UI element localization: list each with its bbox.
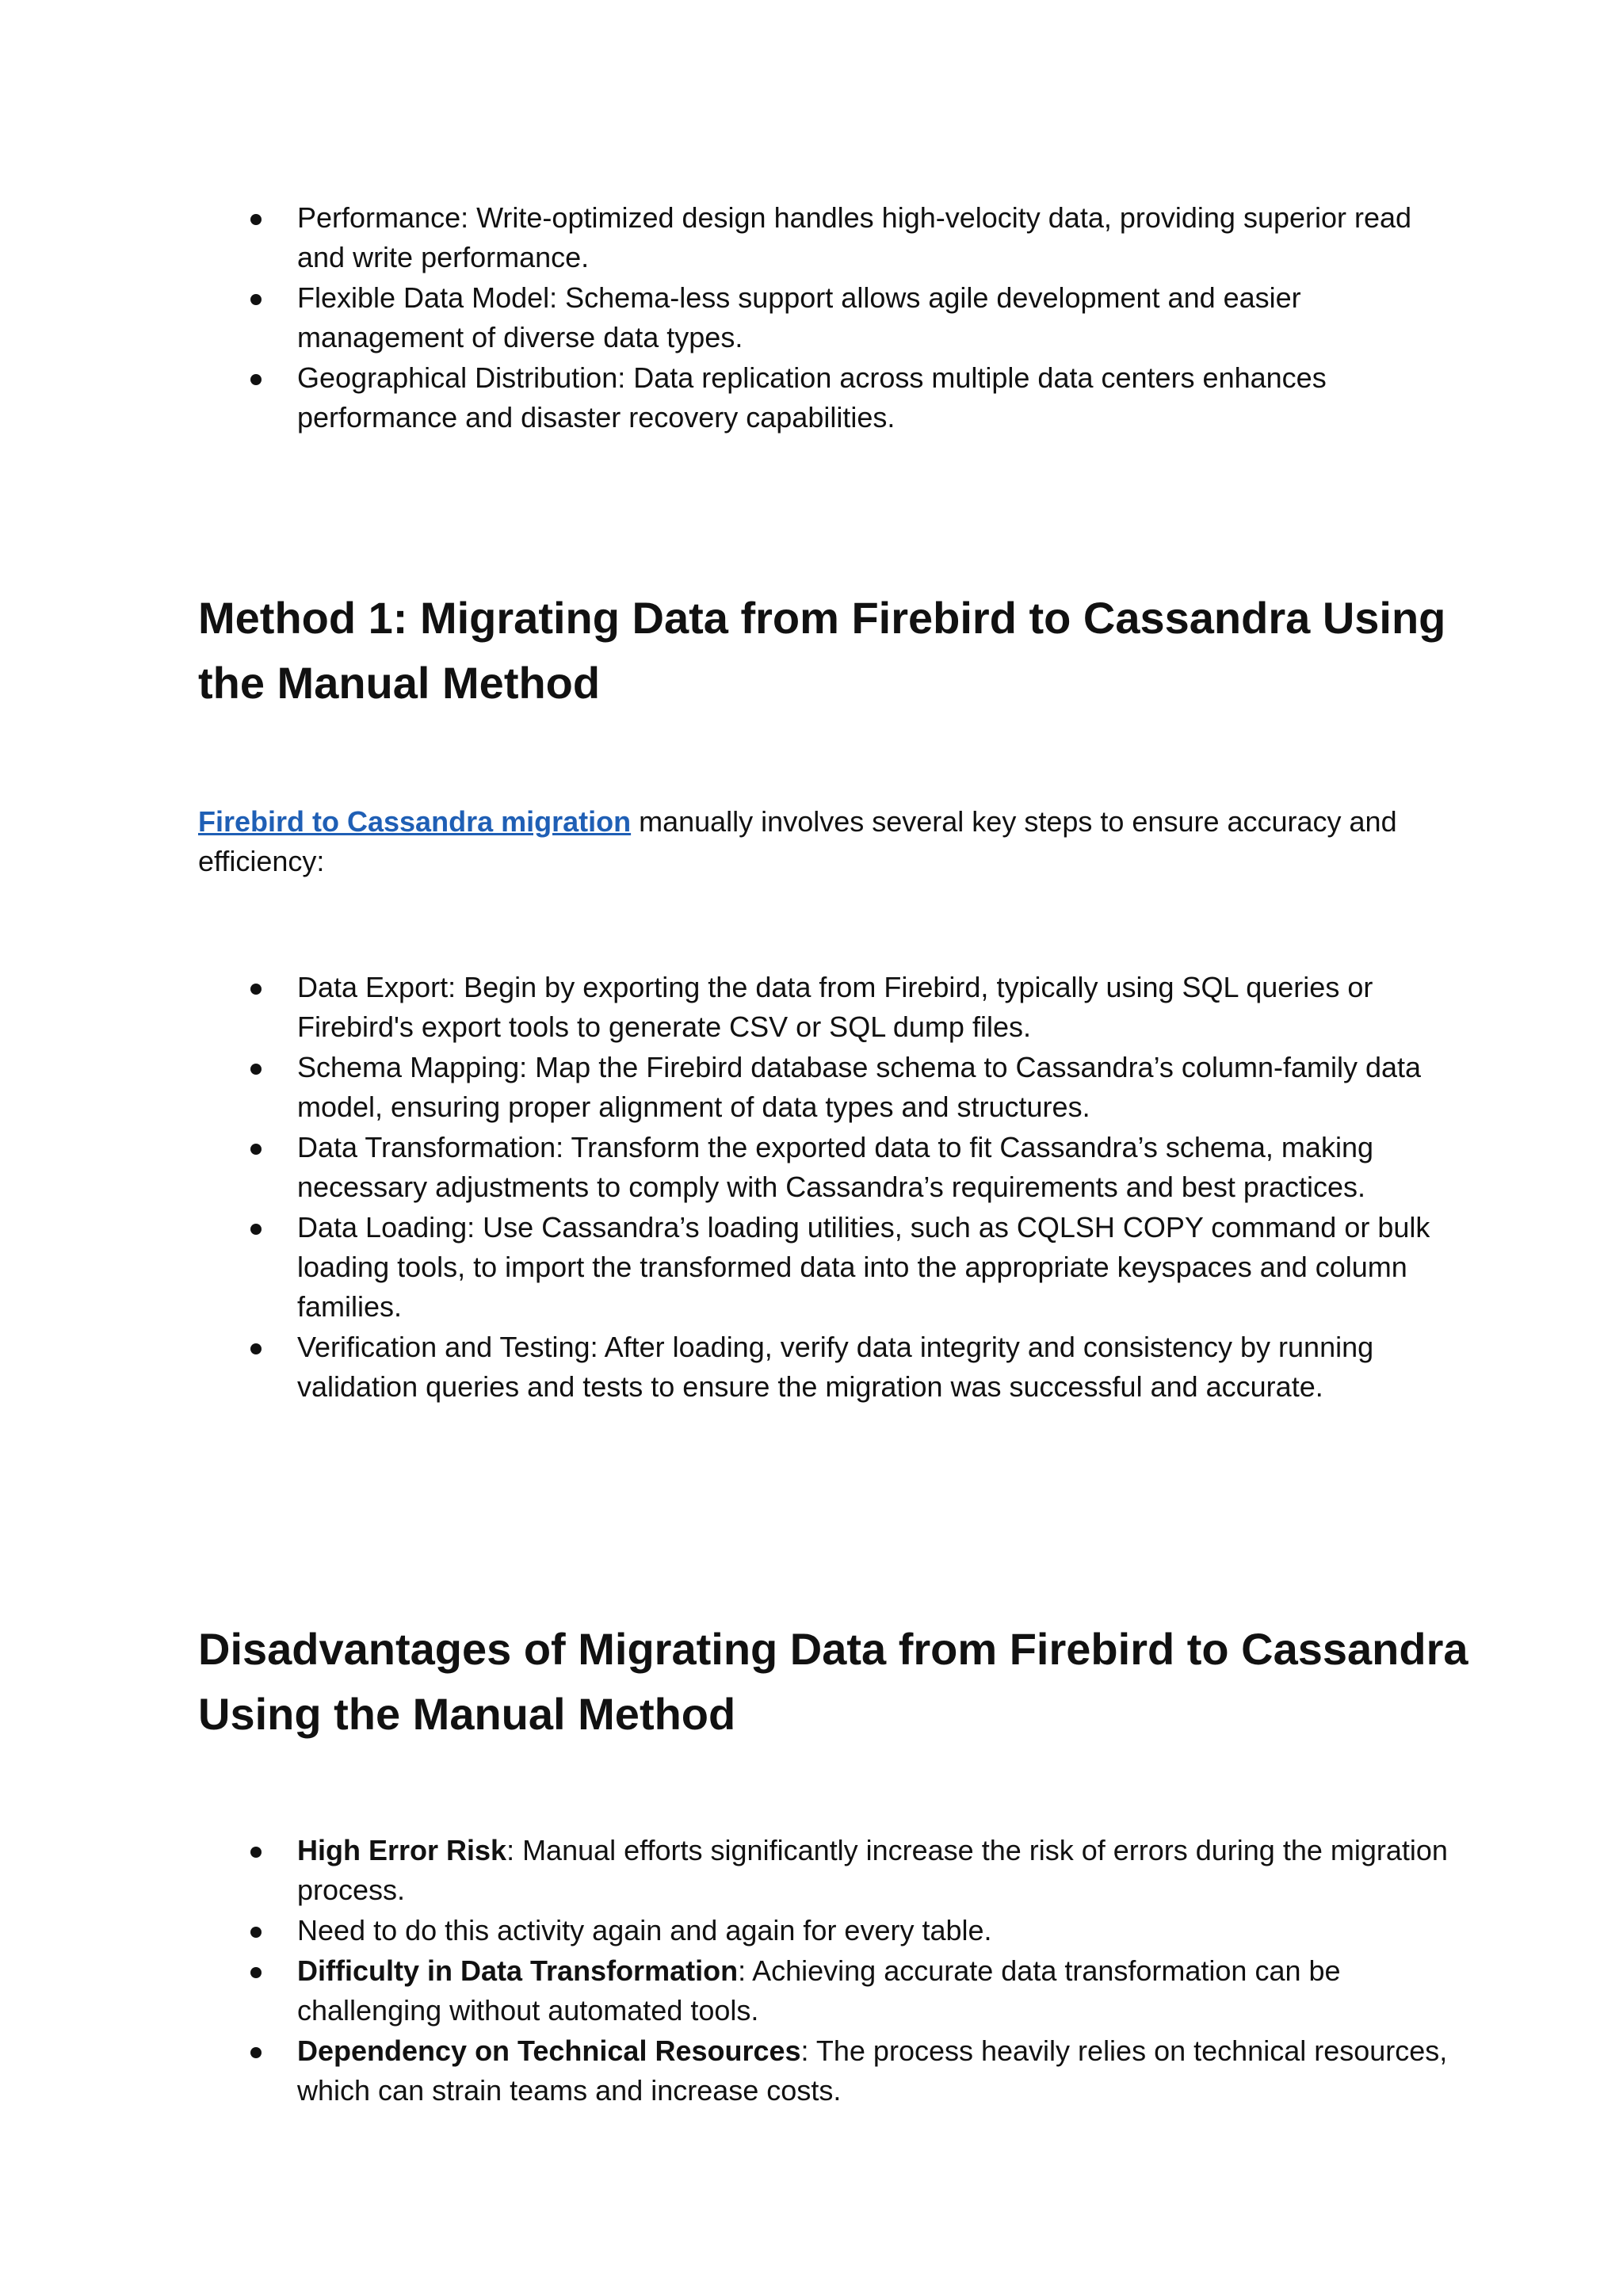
list-item: Flexible Data Model: Schema-less support allows agile development and easier management of diverse data types. bbox=[198, 278, 1450, 357]
list-item: Need to do this activity again and again for every table. bbox=[198, 1911, 1450, 1950]
list-item: Dependency on Technical Resources: The process heavily relies on technical resources, which can strain teams and increase costs. bbox=[198, 2031, 1450, 2111]
bullet-icon bbox=[250, 1927, 262, 1938]
bullet-icon bbox=[250, 1224, 262, 1235]
list-item: Geographical Distribution: Data replication across multiple data centers enhances performance and disaster recovery capabilities. bbox=[198, 358, 1450, 437]
list-item: Difficulty in Data Transformation: Achieving accurate data transformation can be challenging without automated tools. bbox=[198, 1951, 1450, 2030]
method1-steps-list bbox=[198, 968, 1450, 1408]
list-item: Data Export: Begin by exporting the data from Firebird, typically using SQL queries or Firebird's export tools to generate CSV or SQL dump files. bbox=[198, 968, 1450, 1047]
list-item: Data Loading: Use Cassandra’s loading utilities, such as CQLSH COPY command or bulk loading tools, to import the transformed data into the appropriate keyspaces and column families. bbox=[198, 1208, 1450, 1327]
disadvantages-list bbox=[198, 1831, 1450, 2111]
bullet-icon bbox=[250, 984, 262, 995]
bullet-icon bbox=[250, 1847, 262, 1858]
bullet-icon bbox=[250, 2047, 262, 2058]
list-item: High Error Risk: Manual efforts significantly increase the risk of errors during the migration process. bbox=[198, 1831, 1450, 1910]
list-item: Verification and Testing: After loading, verify data integrity and consistency by running validation queries and tests to ensure the migration was successful and accurate. bbox=[198, 1328, 1450, 1407]
list-item: Schema Mapping: Map the Firebird database schema to Cassandra’s column-family data model, ensuring proper alignment of data types and structures. bbox=[198, 1048, 1450, 1127]
bullet-icon bbox=[250, 1967, 262, 1978]
bullet-icon bbox=[250, 374, 262, 385]
bullet-icon bbox=[250, 1343, 262, 1354]
bullet-icon bbox=[250, 214, 262, 225]
disadvantages-heading: Disadvantages of Migrating Data from Firebird to Cassandra Using the Manual Method bbox=[198, 1624, 1468, 1739]
firebird-cassandra-migration-link[interactable]: Firebird to Cassandra migration bbox=[198, 805, 632, 838]
bullet-icon bbox=[250, 294, 262, 305]
list-item: Data Transformation: Transform the exported data to fit Cassandra’s schema, making necessary adjustments to comply with Cassandra’s requirements and best practices. bbox=[198, 1128, 1450, 1207]
intro-text: manually involves several key steps to ensure accuracy and efficiency: bbox=[198, 805, 1397, 877]
bullet-icon bbox=[250, 1144, 262, 1155]
method1-intro bbox=[198, 802, 1450, 881]
benefits-list bbox=[198, 198, 1450, 438]
method1-heading: Method 1: Migrating Data from Firebird to Cassandra Using the Manual Method bbox=[198, 593, 1446, 708]
list-item: Performance: Write-optimized design handles high-velocity data, providing superior read and write performance. bbox=[198, 198, 1450, 277]
bullet-icon bbox=[250, 1064, 262, 1075]
